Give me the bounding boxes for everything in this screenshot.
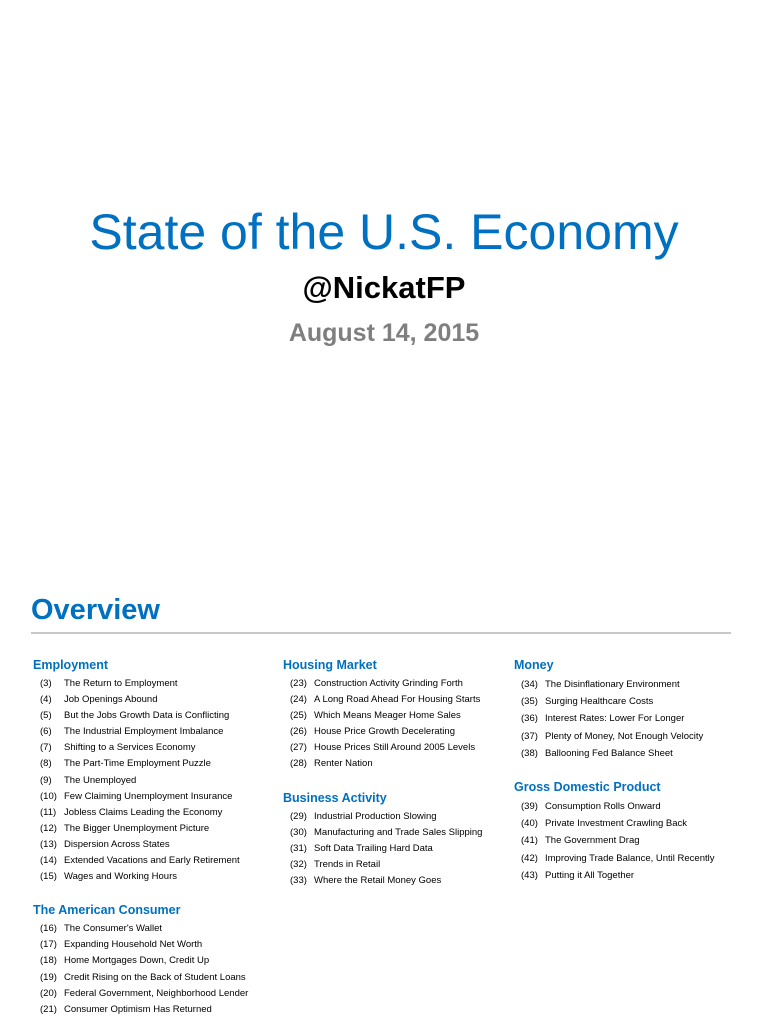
item-label: A Long Road Ahead For Housing Starts (314, 694, 481, 706)
item-label: The Return to Employment (64, 678, 178, 689)
list-item (283, 724, 511, 740)
list-item (33, 953, 273, 969)
section-title: Money (514, 658, 554, 672)
item-number: (9) (40, 774, 52, 786)
item-label: The Government Drag (545, 835, 640, 847)
item-number: (7) (40, 742, 52, 754)
list-item (514, 815, 754, 832)
item-label: The Part-Time Employment Puzzle (64, 758, 211, 770)
list-item (33, 740, 273, 756)
item-list (283, 809, 511, 889)
list-item (33, 805, 273, 821)
list-item (33, 853, 273, 869)
list-item (33, 921, 273, 937)
list-item (514, 798, 754, 815)
list-item (514, 850, 754, 867)
section-gross-domestic-product (514, 779, 754, 884)
item-number: (35) (521, 696, 538, 708)
overview-column-3 (514, 657, 754, 901)
item-label: Expanding Household Net Worth (64, 939, 203, 951)
item-number: (11) (40, 806, 57, 818)
item-label: Extended Vacations and Early Retirement (64, 855, 240, 867)
item-label: Consumption Rolls Onward (545, 801, 661, 813)
item-number: (43) (521, 869, 538, 881)
item-label: Which Means Meager Home Sales (314, 710, 461, 722)
item-number: (21) (40, 1003, 57, 1015)
item-label: The Industrial Employment Imbalance (64, 726, 224, 738)
item-label: Ballooning Fed Balance Sheet (545, 747, 673, 759)
item-number: (41) (521, 835, 538, 847)
item-label: Consumer Optimism Has Returned (64, 1003, 212, 1015)
item-label: Interest Rates: Lower For Longer (545, 713, 685, 725)
item-label: Private Investment Crawling Back (545, 818, 688, 830)
item-number: (38) (521, 747, 538, 759)
item-label: Home Mortgages Down, Credit Up (64, 955, 210, 967)
section-housing-market (283, 657, 511, 773)
list-item (283, 841, 511, 857)
item-number: (15) (40, 871, 57, 883)
list-item (33, 937, 273, 953)
item-label: House Prices Still Around 2005 Levels (314, 742, 476, 754)
item-number: (30) (290, 826, 307, 838)
item-label: The Consumer's Wallet (64, 923, 163, 935)
list-item (283, 756, 511, 772)
item-number: (27) (290, 742, 307, 754)
item-label: But the Jobs Growth Data is Conflicting (64, 710, 230, 722)
section-money (514, 657, 754, 762)
item-list (283, 676, 511, 773)
item-number: (8) (40, 758, 52, 770)
item-list (514, 798, 754, 884)
list-item (33, 692, 273, 708)
item-label: Jobless Claims Leading the Economy (64, 806, 223, 818)
item-label: Renter Nation (314, 758, 373, 770)
list-item (283, 708, 511, 724)
list-item (514, 728, 754, 745)
list-item (514, 832, 754, 849)
item-list (33, 676, 273, 885)
section-title: Gross Domestic Product (514, 780, 661, 795)
item-label: Where the Retail Money Goes (314, 874, 442, 886)
item-number: (33) (290, 874, 307, 886)
item-label: Improving Trade Balance, Until Recently (545, 852, 715, 864)
list-item (33, 986, 273, 1002)
item-number: (42) (521, 852, 538, 864)
item-number: (13) (40, 838, 57, 850)
item-number: (32) (290, 858, 307, 870)
presentation-date: August 14, 2015 (288, 319, 480, 347)
item-label: Soft Data Trailing Hard Data (314, 842, 433, 854)
list-item (283, 740, 511, 756)
item-label: Few Claiming Unemployment Insurance (64, 790, 233, 802)
item-list (33, 921, 273, 1018)
list-item (514, 867, 754, 884)
item-number: (40) (521, 818, 538, 830)
item-label: Federal Government, Neighborhood Lender (64, 987, 249, 999)
list-item (283, 676, 511, 692)
item-label: The Disinflationary Environment (545, 679, 680, 690)
list-item (283, 692, 511, 708)
item-number: (17) (40, 939, 57, 951)
item-number: (23) (290, 678, 307, 689)
item-label: Manufacturing and Trade Sales Slipping (314, 826, 483, 838)
list-item (33, 708, 273, 724)
section-title: Employment (33, 658, 109, 672)
item-label: Plenty of Money, Not Enough Velocity (545, 730, 704, 742)
item-label: Surging Healthcare Costs (545, 696, 654, 708)
item-label: The Bigger Unemployment Picture (64, 822, 210, 834)
item-number: (10) (40, 790, 57, 802)
item-list (514, 676, 754, 762)
section-american-consumer (33, 902, 273, 1018)
item-number: (12) (40, 822, 57, 834)
item-number: (14) (40, 855, 57, 867)
item-number: (20) (40, 987, 57, 999)
item-number: (29) (290, 810, 307, 822)
list-item (33, 676, 273, 692)
list-item (283, 857, 511, 873)
item-label: Wages and Working Hours (64, 871, 177, 883)
item-label: Credit Rising on the Back of Student Loans (64, 971, 246, 983)
list-item (514, 745, 754, 762)
item-number: (26) (290, 726, 307, 738)
list-item (33, 1002, 273, 1018)
item-label: Construction Activity Grinding Forth (314, 678, 463, 689)
list-item (514, 710, 754, 727)
item-label: House Price Growth Decelerating (314, 726, 455, 738)
section-business-activity (283, 790, 511, 889)
list-item (283, 809, 511, 825)
item-number: (39) (521, 801, 538, 813)
item-label: Shifting to a Services Economy (64, 742, 196, 754)
section-title: The American Consumer (33, 903, 181, 918)
list-item (33, 724, 273, 740)
item-label: Putting it All Together (545, 869, 635, 881)
list-item (33, 756, 273, 772)
item-label: Job Openings Abound (64, 694, 158, 706)
list-item (283, 825, 511, 841)
item-number: (3) (40, 678, 52, 689)
overview-column-2 (283, 657, 511, 906)
list-item (283, 873, 511, 889)
item-number: (18) (40, 955, 57, 967)
item-number: (34) (521, 679, 538, 690)
item-number: (37) (521, 730, 538, 742)
item-number: (19) (40, 971, 57, 983)
item-label: Industrial Production Slowing (314, 810, 437, 822)
section-employment (33, 657, 273, 885)
overview-divider (31, 632, 731, 634)
item-number: (4) (40, 694, 52, 706)
item-label: Dispersion Across States (64, 838, 170, 850)
section-title: Business Activity (283, 790, 387, 805)
item-number: (24) (290, 694, 307, 706)
overview-column-1 (33, 657, 273, 1035)
list-item (33, 837, 273, 853)
item-number: (31) (290, 842, 307, 854)
list-item (33, 821, 273, 837)
item-number: (16) (40, 923, 57, 935)
item-number: (5) (40, 710, 52, 722)
list-item (514, 693, 754, 710)
item-number: (28) (290, 758, 307, 770)
list-item (33, 869, 273, 885)
author-handle: @NickatFP (302, 270, 466, 305)
overview-heading: Overview (31, 594, 160, 626)
item-label: The Unemployed (64, 774, 137, 786)
section-title: Housing Market (283, 658, 377, 672)
item-number: (25) (290, 710, 307, 722)
list-item (514, 676, 754, 693)
item-label: Trends in Retail (314, 858, 381, 870)
list-item (33, 773, 273, 789)
list-item (33, 970, 273, 986)
item-number: (6) (40, 726, 52, 738)
page-title: State of the U.S. Economy (89, 204, 679, 260)
item-number: (36) (521, 713, 538, 725)
list-item (33, 789, 273, 805)
